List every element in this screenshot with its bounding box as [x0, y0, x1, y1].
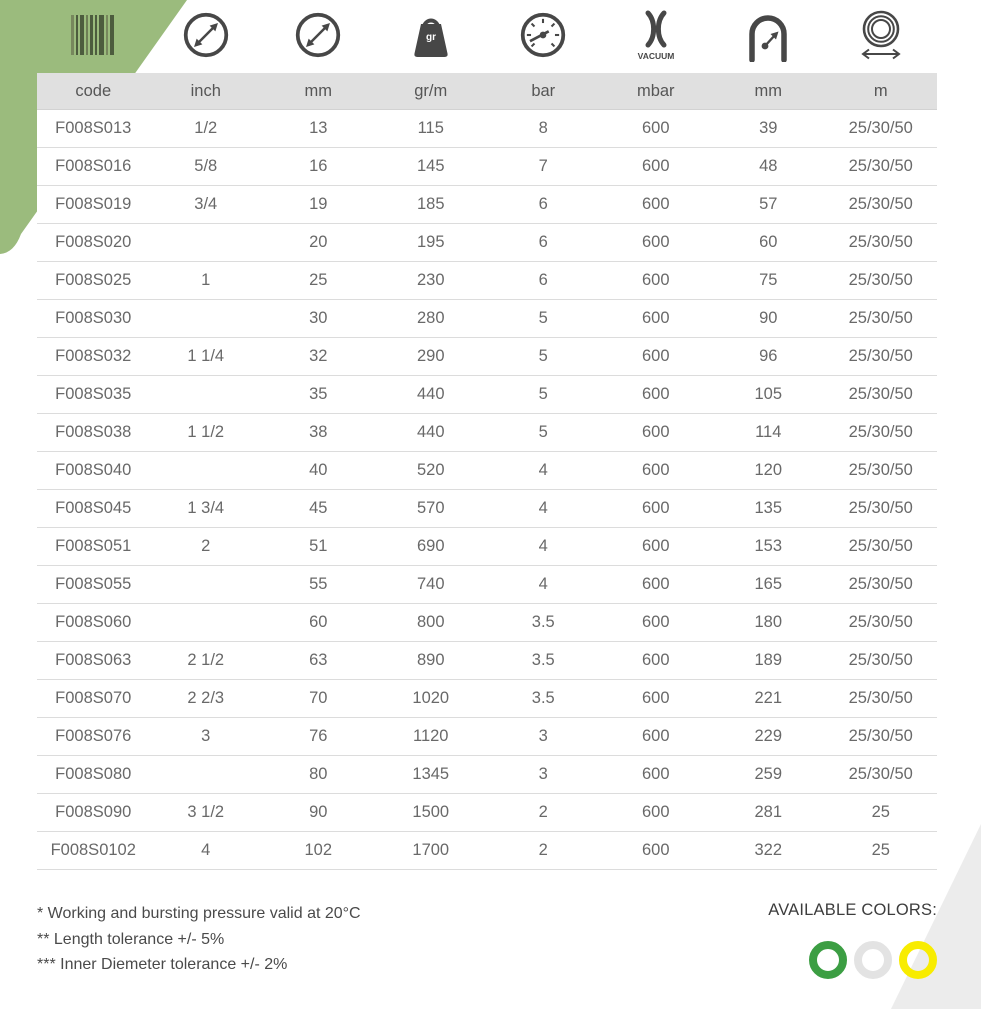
table-cell: 35	[262, 376, 375, 414]
table-cell: 8	[487, 110, 600, 148]
table-cell: 145	[375, 148, 488, 186]
table-row	[37, 794, 937, 832]
table-row	[37, 148, 937, 186]
table-cell: 4	[487, 528, 600, 566]
table-cell: 114	[712, 414, 825, 452]
column-header-bend-mm: mm	[712, 73, 825, 110]
table-cell: 6	[487, 186, 600, 224]
table-cell: 600	[600, 490, 713, 528]
table-cell: 48	[712, 148, 825, 186]
specification-table	[37, 73, 937, 870]
table-cell: 1020	[375, 680, 488, 718]
table-cell: 4	[487, 490, 600, 528]
table-cell: 25/30/50	[825, 186, 938, 224]
table-cell	[150, 300, 263, 338]
table-cell: 280	[375, 300, 488, 338]
table-cell	[150, 376, 263, 414]
table-cell: 2	[487, 832, 600, 870]
working-pressure-icon	[487, 4, 600, 66]
table-cell: 115	[375, 110, 488, 148]
table-cell: 290	[375, 338, 488, 376]
table-cell: 120	[712, 452, 825, 490]
table-cell: F008S016	[37, 148, 150, 186]
table-cell: 25/30/50	[825, 490, 938, 528]
table-cell: 2 1/2	[150, 642, 263, 680]
table-cell: F008S090	[37, 794, 150, 832]
table-cell: 25/30/50	[825, 300, 938, 338]
table-cell: 600	[600, 338, 713, 376]
table-cell: 57	[712, 186, 825, 224]
table-cell: 3.5	[487, 642, 600, 680]
table-cell: 221	[712, 680, 825, 718]
table-row	[37, 566, 937, 604]
table-cell: 165	[712, 566, 825, 604]
table-cell: 1 3/4	[150, 490, 263, 528]
weight-unit-label: gr	[425, 32, 436, 43]
column-header-inch: inch	[150, 73, 263, 110]
table-cell: 600	[600, 300, 713, 338]
table-cell: 7	[487, 148, 600, 186]
table-cell: 600	[600, 528, 713, 566]
table-cell: 4	[150, 832, 263, 870]
table-cell: 600	[600, 566, 713, 604]
table-cell: 229	[712, 718, 825, 756]
table-cell: 25/30/50	[825, 528, 938, 566]
table-cell: F008S080	[37, 756, 150, 794]
table-cell: 1	[150, 262, 263, 300]
table-cell: 70	[262, 680, 375, 718]
table-cell: 5/8	[150, 148, 263, 186]
table-cell: 25/30/50	[825, 756, 938, 794]
table-row	[37, 376, 937, 414]
table-cell: 25/30/50	[825, 566, 938, 604]
table-cell: 25/30/50	[825, 224, 938, 262]
table-row	[37, 300, 937, 338]
weight-per-meter-icon	[375, 4, 488, 66]
table-cell: 40	[262, 452, 375, 490]
table-cell: F008S060	[37, 604, 150, 642]
table-cell: 25	[825, 832, 938, 870]
table-cell: 600	[600, 756, 713, 794]
table-cell: 600	[600, 414, 713, 452]
table-cell: F008S032	[37, 338, 150, 376]
table-cell: 740	[375, 566, 488, 604]
table-cell: 25/30/50	[825, 414, 938, 452]
table-cell: 102	[262, 832, 375, 870]
table-cell: F008S063	[37, 642, 150, 680]
table-row	[37, 452, 937, 490]
table-cell: 600	[600, 186, 713, 224]
table-cell: 600	[600, 224, 713, 262]
table-cell: 3	[487, 756, 600, 794]
table-cell: 19	[262, 186, 375, 224]
table-cell: F008S045	[37, 490, 150, 528]
table-row	[37, 680, 937, 718]
table-cell: 230	[375, 262, 488, 300]
yellow-color-swatch	[899, 941, 937, 979]
table-cell: F008S070	[37, 680, 150, 718]
inner-diameter-mm-icon	[262, 4, 375, 66]
table-body	[37, 110, 937, 870]
table-cell: 690	[375, 528, 488, 566]
table-cell: 600	[600, 262, 713, 300]
color-swatches	[768, 941, 937, 979]
table-cell: 1700	[375, 832, 488, 870]
table-row	[37, 262, 937, 300]
footnote-line: * Working and bursting pressure valid at 20°C	[37, 905, 361, 922]
table-cell: 800	[375, 604, 488, 642]
table-cell: 3.5	[487, 680, 600, 718]
table-cell: 25/30/50	[825, 262, 938, 300]
table-cell: 153	[712, 528, 825, 566]
table-cell: F008S055	[37, 566, 150, 604]
table-cell: 90	[262, 794, 375, 832]
table-cell: 45	[262, 490, 375, 528]
table-cell: 281	[712, 794, 825, 832]
table-cell: 4	[487, 566, 600, 604]
table-cell: F008S076	[37, 718, 150, 756]
table-cell	[150, 452, 263, 490]
table-cell: 600	[600, 832, 713, 870]
table-cell: F008S035	[37, 376, 150, 414]
table-cell: F008S025	[37, 262, 150, 300]
table-cell: 3	[487, 718, 600, 756]
table-cell: 600	[600, 680, 713, 718]
table-cell: F008S0102	[37, 832, 150, 870]
vacuum-icon	[600, 4, 713, 66]
table-row	[37, 338, 937, 376]
table-cell: 60	[712, 224, 825, 262]
table-cell: 25/30/50	[825, 338, 938, 376]
footnote-line: ** Length tolerance +/- 5%	[37, 930, 225, 948]
table-cell	[150, 756, 263, 794]
table-row	[37, 224, 937, 262]
table-cell: 189	[712, 642, 825, 680]
table-cell: 25/30/50	[825, 110, 938, 148]
table-cell: F008S013	[37, 110, 150, 148]
table-row	[37, 110, 937, 148]
table-cell: 1120	[375, 718, 488, 756]
table-row	[37, 756, 937, 794]
table-cell: 6	[487, 224, 600, 262]
table-cell: 440	[375, 376, 488, 414]
table-cell: 5	[487, 300, 600, 338]
table-cell: 259	[712, 756, 825, 794]
table-cell: 1345	[375, 756, 488, 794]
barcode-icon	[37, 4, 150, 66]
column-header-mm: mm	[262, 73, 375, 110]
coil-length-icon	[825, 4, 938, 66]
table-cell: 80	[262, 756, 375, 794]
table-cell: 32	[262, 338, 375, 376]
table-row	[37, 414, 937, 452]
table-cell: 135	[712, 490, 825, 528]
table-cell: 30	[262, 300, 375, 338]
table-cell: 25/30/50	[825, 376, 938, 414]
table-row	[37, 186, 937, 224]
table-cell: F008S038	[37, 414, 150, 452]
table-cell: 13	[262, 110, 375, 148]
table-cell: F008S019	[37, 186, 150, 224]
table-cell: 3	[150, 718, 263, 756]
available-colors-block	[768, 901, 937, 979]
table-cell: 600	[600, 452, 713, 490]
vacuum-label: VACUUM	[637, 51, 675, 61]
green-color-swatch	[809, 941, 847, 979]
icon-header-row	[37, 4, 937, 66]
table-cell: 890	[375, 642, 488, 680]
table-cell: 20	[262, 224, 375, 262]
table-cell: 2 2/3	[150, 680, 263, 718]
table-cell: 39	[712, 110, 825, 148]
table-cell: 25/30/50	[825, 642, 938, 680]
table-cell: 2	[150, 528, 263, 566]
table-cell: 600	[600, 376, 713, 414]
table-cell: 96	[712, 338, 825, 376]
table-cell: 570	[375, 490, 488, 528]
table-cell: 185	[375, 186, 488, 224]
column-header-grm: gr/m	[375, 73, 488, 110]
table-cell: 5	[487, 338, 600, 376]
table-cell: F008S030	[37, 300, 150, 338]
table-cell: 1500	[375, 794, 488, 832]
table-cell: 1/2	[150, 110, 263, 148]
table-cell: 600	[600, 794, 713, 832]
table-cell: 51	[262, 528, 375, 566]
column-header-bar: bar	[487, 73, 600, 110]
table-cell: 25/30/50	[825, 680, 938, 718]
table-cell: 3 1/2	[150, 794, 263, 832]
table-cell: 38	[262, 414, 375, 452]
table-cell: 520	[375, 452, 488, 490]
table-cell: 55	[262, 566, 375, 604]
table-cell: 105	[712, 376, 825, 414]
column-header-mbar: mbar	[600, 73, 713, 110]
table-row	[37, 604, 937, 642]
inner-diameter-inch-icon	[150, 4, 263, 66]
table-cell: 600	[600, 642, 713, 680]
table-cell: 25/30/50	[825, 604, 938, 642]
table-cell: 5	[487, 414, 600, 452]
table-cell: 6	[487, 262, 600, 300]
table-cell: 600	[600, 718, 713, 756]
table-cell: 3.5	[487, 604, 600, 642]
table-row	[37, 642, 937, 680]
table-cell	[150, 566, 263, 604]
table-cell: 63	[262, 642, 375, 680]
table-header-row	[37, 73, 937, 110]
table-cell: 600	[600, 604, 713, 642]
white-color-swatch	[854, 941, 892, 979]
table-row	[37, 832, 937, 870]
available-colors-label: AVAILABLE COLORS:	[768, 901, 937, 919]
table-cell: 195	[375, 224, 488, 262]
table-cell: 3/4	[150, 186, 263, 224]
table-cell: 25/30/50	[825, 718, 938, 756]
table-cell: 60	[262, 604, 375, 642]
table-cell: 75	[712, 262, 825, 300]
table-cell: 90	[712, 300, 825, 338]
table-cell: F008S040	[37, 452, 150, 490]
table-cell: 322	[712, 832, 825, 870]
table-cell: 1 1/2	[150, 414, 263, 452]
table-cell: 5	[487, 376, 600, 414]
table-cell: 600	[600, 148, 713, 186]
table-header	[37, 73, 937, 110]
table-cell: 600	[600, 110, 713, 148]
table-cell: 25/30/50	[825, 148, 938, 186]
table-cell: F008S020	[37, 224, 150, 262]
table-cell: 25/30/50	[825, 452, 938, 490]
table-row	[37, 718, 937, 756]
column-header-m: m	[825, 73, 938, 110]
footnotes	[37, 901, 361, 978]
column-header-code: code	[37, 73, 150, 110]
table-row	[37, 490, 937, 528]
table-cell: 2	[487, 794, 600, 832]
table-cell: F008S051	[37, 528, 150, 566]
table-cell	[150, 604, 263, 642]
table-cell: 4	[487, 452, 600, 490]
table-cell: 1 1/4	[150, 338, 263, 376]
table-cell: 25	[262, 262, 375, 300]
table-cell: 440	[375, 414, 488, 452]
bend-radius-icon	[712, 4, 825, 66]
table-cell	[150, 224, 263, 262]
footnote-line: *** Inner Diemeter tolerance +/- 2%	[37, 956, 288, 973]
table-cell: 180	[712, 604, 825, 642]
table-cell: 25	[825, 794, 938, 832]
table-cell: 16	[262, 148, 375, 186]
table-row	[37, 528, 937, 566]
table-cell: 76	[262, 718, 375, 756]
